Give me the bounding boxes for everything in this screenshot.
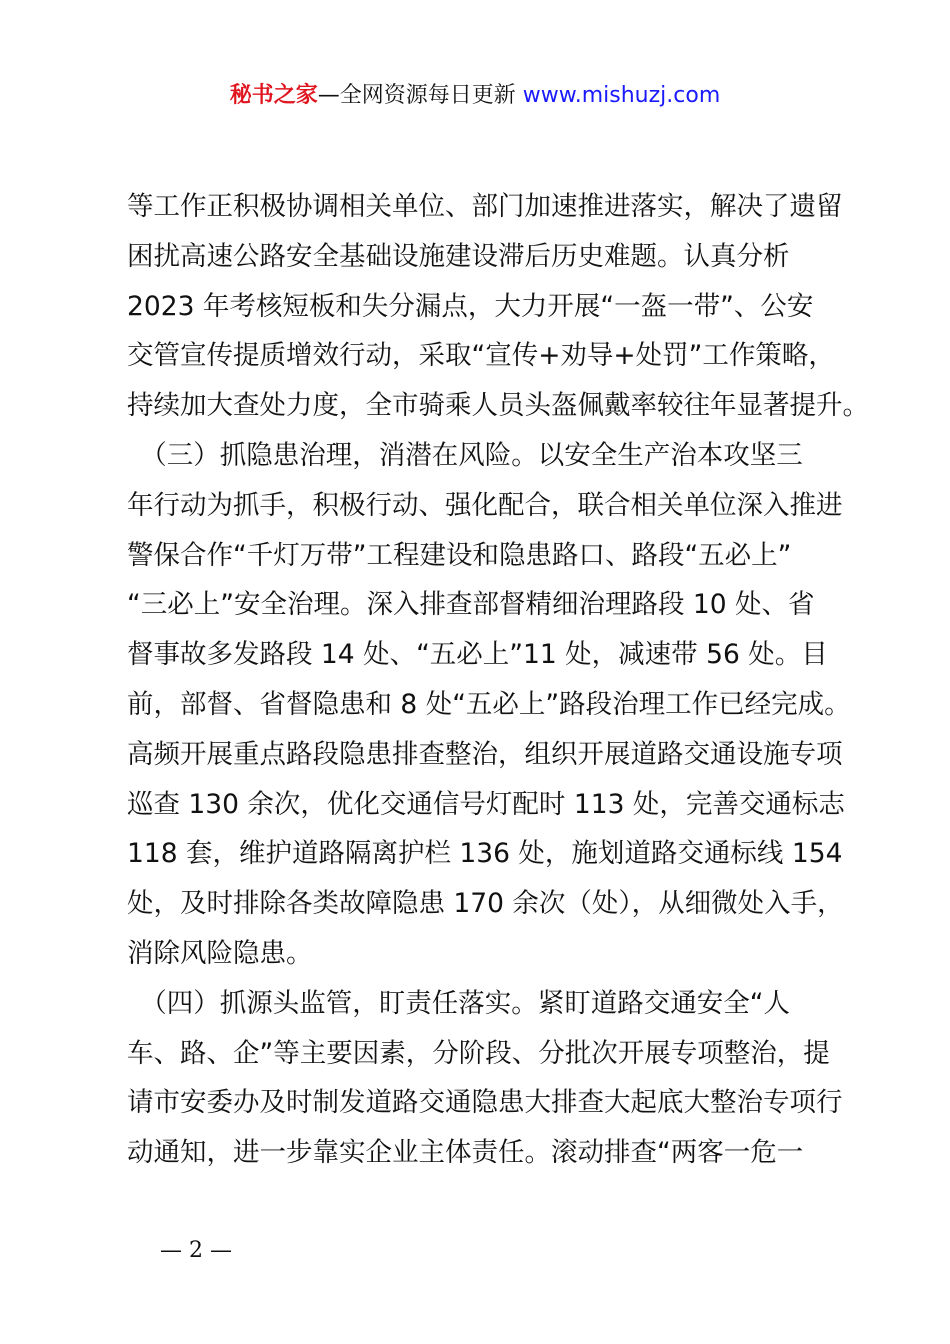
text-line: 困扰高速公路安全基础设施建设滞后历史难题。认真分析 (127, 240, 790, 272)
site-slogan: —全网资源每日更新 (317, 83, 516, 108)
text-line: （三）抓隐患治理，消潜在风险。以安全生产治本攻坚三 (127, 439, 803, 471)
text-line: （四）抓源头监管，盯责任落实。紧盯道路交通安全“人 (127, 987, 790, 1019)
text-line: 前，部督、省督隐患和 8 处“五必上”路段治理工作已经完成。 (127, 688, 851, 720)
text-line: 118 套，维护道路隔离护栏 136 处，施划道路交通标线 154 (127, 838, 843, 870)
text-line: 巡查 130 余次，优化交通信号灯配时 113 处，完善交通标志 (127, 788, 845, 820)
site-header (0, 80, 950, 112)
text-line: 高频开展重点路段隐患排查整治，组织开展道路交通设施专项 (127, 738, 843, 770)
text-line: 警保合作“千灯万带”工程建设和隐患路口、路段“五必上” (127, 539, 792, 571)
text-line: 等工作正积极协调相关单位、部门加速推进落实，解决了遗留 (127, 191, 843, 222)
site-brand: 秘书之家 (229, 83, 318, 108)
text-line: 请市安委办及时制发道路交通隐患大排查大起底大整治专项行 (127, 1087, 843, 1119)
document-body (127, 182, 867, 1178)
text-line: 车、路、企”等主要因素，分阶段、分批次开展专项整治，提 (127, 1037, 830, 1069)
site-url[interactable]: www.mishuzj.com (522, 83, 721, 108)
text-line: 动通知，进一步靠实企业主体责任。滚动排查“两客一危一 (127, 1137, 804, 1169)
text-line: 消除风险隐患。 (127, 937, 313, 969)
page-number: — 2 — (160, 1238, 232, 1263)
text-line: 交管宣传提质增效行动，采取“宣传+劝导+处罚”工作策略， (127, 340, 835, 372)
text-line: “三必上”安全治理。深入排查部督精细治理路段 10 处、省 (127, 589, 815, 621)
text-line: 年行动为抓手，积极行动、强化配合，联合相关单位深入推进 (127, 489, 843, 521)
text-line: 督事故多发路段 14 处、“五必上”11 处，减速带 56 处。目 (127, 639, 828, 671)
text-line: 处，及时排除各类故障隐患 170 余次（处），从细微处入手， (127, 888, 844, 920)
text-line: 2023 年考核短板和失分漏点，大力开展“一盔一带”、公安 (127, 290, 814, 322)
text-line: 持续加大查处力度，全市骑乘人员头盔佩戴率较往年显著提升。 (127, 390, 869, 422)
